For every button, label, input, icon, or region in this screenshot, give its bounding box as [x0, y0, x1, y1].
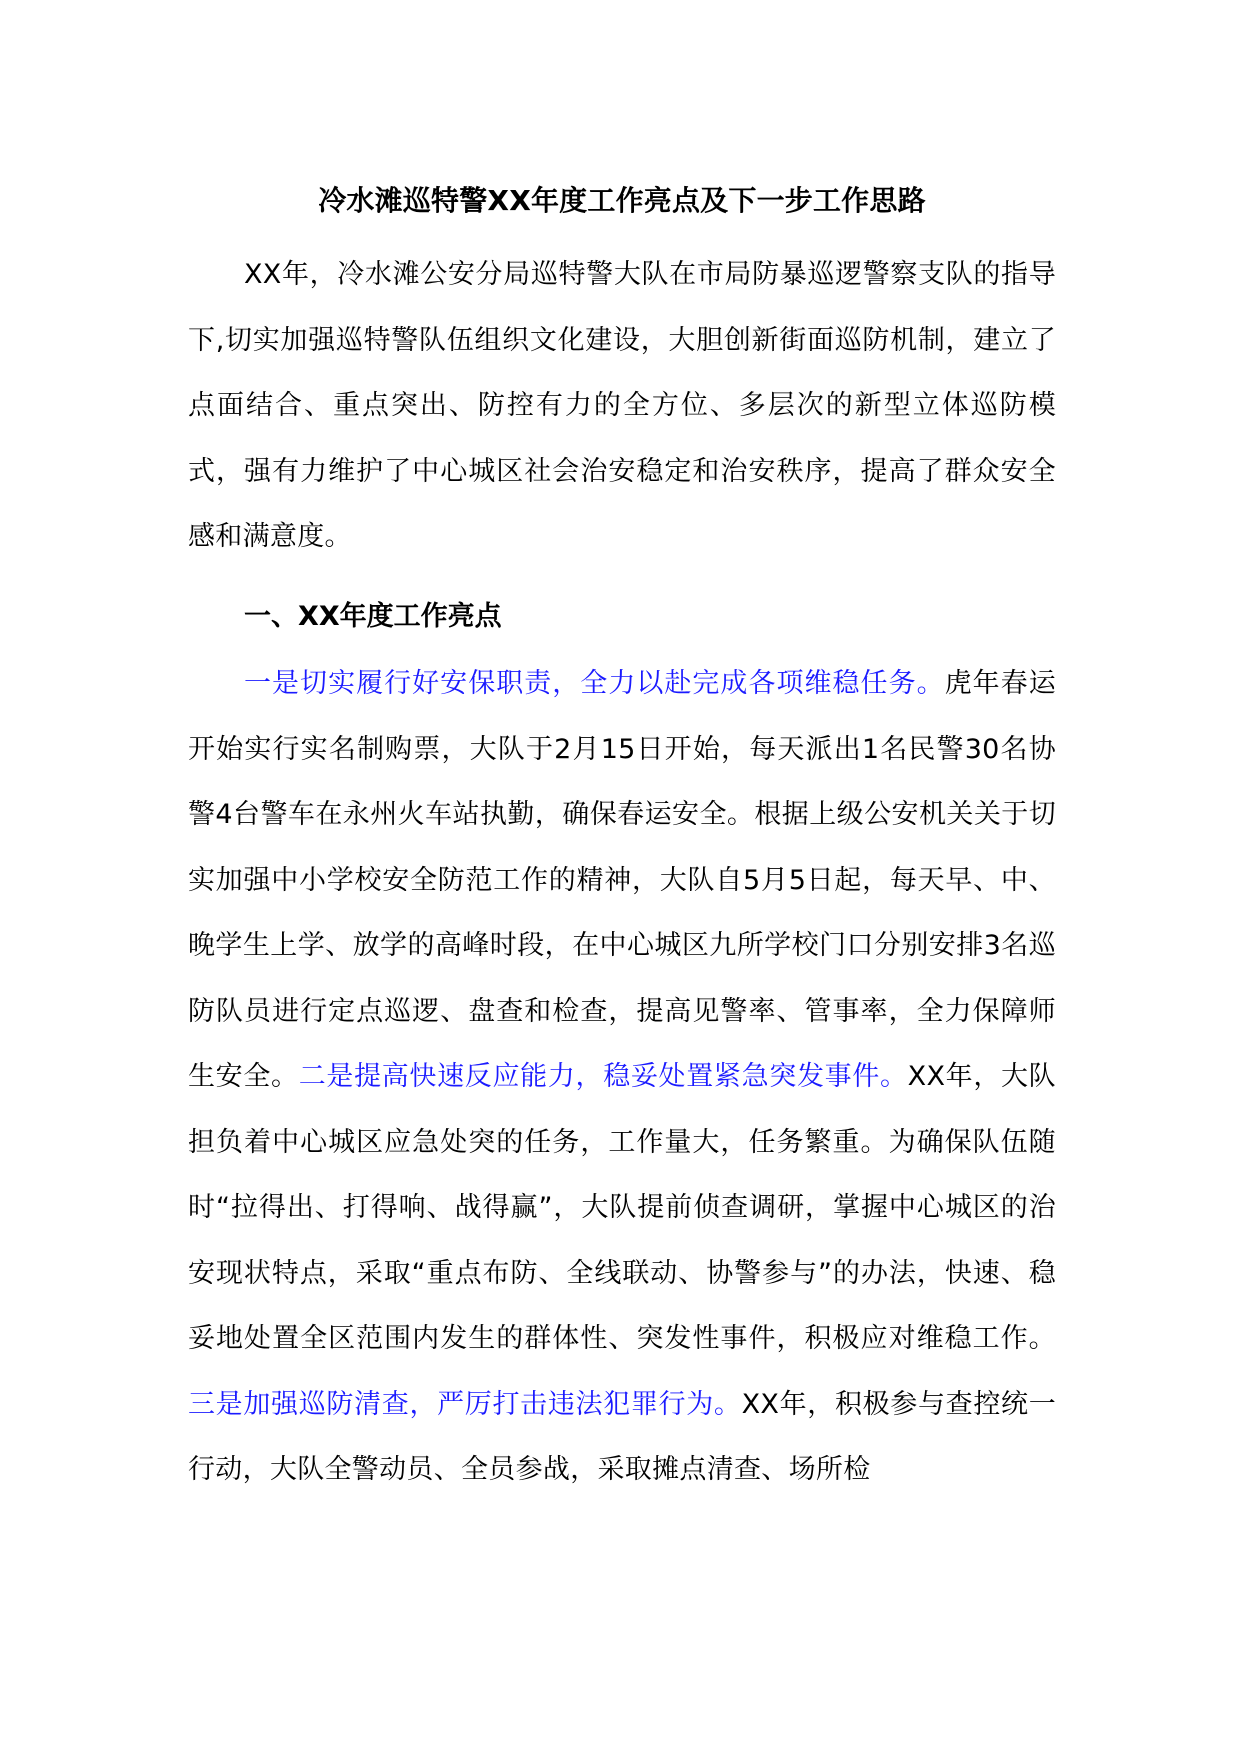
- intro-paragraph: XX年，冷水滩公安分局巡特警大队在市局防暴巡逻警察支队的指导下,切实加强巡特警队伍组织文化建设，大胆创新街面巡防机制，建立了点面结合、重点突出、防控有力的全方位、多层次的新型立体巡防模式，强有力维护了中心城区社会治安稳定和治安秩序，提高了群众安全感和满意度。: [188, 259, 1056, 552]
- document-title: 冷水滩巡特警XX年度工作亮点及下一步工作思路: [318, 184, 926, 217]
- section-heading-highlights: 一、XX年度工作亮点: [244, 600, 502, 632]
- point1-text: 虎年春运开始实行实名制购票，大队于2月15日开始，每天派出1名民警30名协警4台警车在永州火车站执勤，确保春运安全。根据上级公安机关关于切实加强中小学校安全防范工作的精神，大队自5月5日起，每天早、中、晚学生上学、放学的高峰时段，在中心城区九所学校门口分别安排3名巡防队员进行定点巡逻、盘查和检查，提高见警率、管事率，全力保障师生安全。: [188, 668, 1056, 1092]
- point3-lead: 三是加强巡防清查，严厉打击违法犯罪行为。: [188, 1388, 742, 1420]
- point2-text: XX年，大队担负着中心城区应急处突的任务，工作量大，任务繁重。为确保队伍随时“拉得出、打得响、战得赢”，大队提前侦查调研，掌握中心城区的治安现状特点，采取“重点布防、全线联动、协警参与”的办法，快速、稳妥地处置全区范围内发生的群体性、突发性事件，积极应对维稳工作。: [188, 1061, 1056, 1354]
- point2-lead: 二是提高快速反应能力，稳妥处置紧急突发事件。: [298, 1061, 908, 1092]
- document-content: [188, 180, 1056, 1503]
- point1-lead: 一是切实履行好安保职责，全力以赴完成各项维稳任务。: [244, 668, 945, 699]
- section-body-paragraph: [188, 651, 1056, 1503]
- point3-text: XX年，积极参与查控统一行动，大队全警动员、全员参战，采取摊点清查、场所检: [188, 1388, 1057, 1485]
